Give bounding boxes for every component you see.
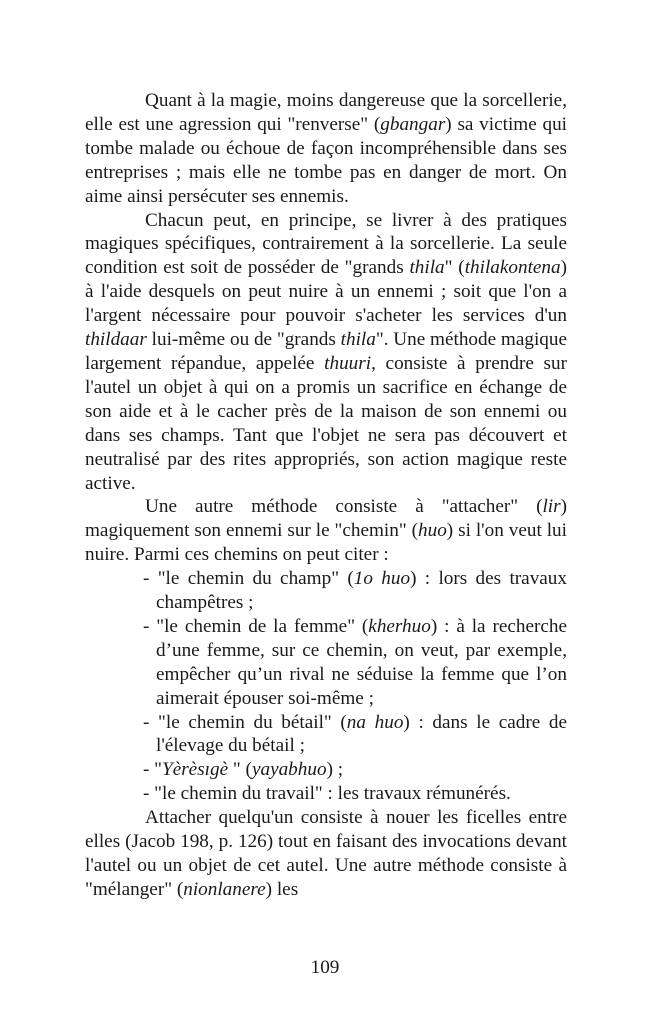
text-run: " ( bbox=[444, 257, 465, 279]
italic-term: thila bbox=[340, 329, 376, 351]
text-run: ) à l'aide desquels on peut nuire à un ennemi ; soit que l'on a l'argent nécessaire pour pouvoir s'acheter les services d'un bbox=[85, 257, 567, 327]
text-run: - "le chemin du travail" : les travaux rémunérés. bbox=[143, 783, 511, 805]
italic-term: kherhuo bbox=[368, 615, 431, 637]
text-run: ) si l'on veut lui nuire. Parmi ces chemins on peut citer : bbox=[85, 520, 567, 566]
text-run: lui-même ou de "grands bbox=[146, 329, 341, 351]
text-run: Attacher quelqu'un consiste à nouer les ficelles entre elles (Jacob 198, p. 126) tout en faisant des invocations devant l'autel ou un objet de cet autel. Une autre méthode consiste à "mélanger" ( bbox=[85, 807, 567, 900]
list-item bbox=[85, 782, 567, 806]
text-run: ". Une méthode magique largement répandue, appelée bbox=[85, 329, 567, 374]
page-body bbox=[85, 89, 567, 902]
italic-term: thila bbox=[409, 257, 445, 279]
italic-term: 1o huo bbox=[353, 568, 411, 590]
text-run: - " bbox=[143, 759, 163, 781]
italic-term: thildaar bbox=[85, 329, 147, 351]
paragraph-knots bbox=[85, 806, 567, 902]
list-item bbox=[85, 615, 567, 711]
italic-term: huo bbox=[418, 520, 447, 542]
paths-list bbox=[85, 567, 567, 806]
list-item bbox=[85, 567, 567, 615]
italic-term: nionlanere bbox=[183, 878, 266, 900]
page-number: 109 bbox=[310, 957, 340, 978]
paragraph-attach bbox=[85, 495, 567, 567]
italic-term: gbangar bbox=[380, 113, 446, 135]
text-run: " ( bbox=[228, 759, 252, 781]
list-item bbox=[85, 758, 567, 782]
text-run: ) ; bbox=[326, 759, 344, 781]
text-run: ) sa victime qui tombe malade ou échoue de façon incompréhensible dans ses entreprises ; mais elle ne tombe pas en danger de mort. On aime ainsi persécuter ses ennemis. bbox=[85, 113, 567, 207]
text-run: ) : à la recherche d’une femme, sur ce chemin, on veut, par exemple, empêcher qu’un rival ne séduise la femme que l’on aimerait épouser soi-même ; bbox=[156, 615, 567, 709]
italic-term: Yèrèsıgè bbox=[162, 759, 229, 781]
list-item bbox=[85, 711, 567, 759]
text-run: , consiste à prendre sur l'autel un objet à qui on a promis un sacrifice en échange de son aide et à le cacher près de la maison de son ennemi ou dans ses champs. Tant que l'objet ne sera pas découvert et neutralisé par des rites appropriés, son action magique reste active. bbox=[85, 352, 567, 494]
italic-term: na huo bbox=[346, 711, 404, 733]
text-run: ) magiquement son ennemi sur le "chemin" ( bbox=[85, 496, 567, 542]
text-run: ) les bbox=[265, 878, 299, 900]
text-run: - "le chemin du champ" ( bbox=[143, 568, 354, 590]
text-run: ) : dans le cadre de l'élevage du bétail ; bbox=[156, 711, 568, 757]
text-run: - "le chemin de la femme" ( bbox=[143, 615, 369, 637]
paragraph-practices bbox=[85, 209, 567, 496]
text-run: - "le chemin du bétail" ( bbox=[143, 711, 347, 733]
text-run: Quant à la magie, moins dangereuse que la sorcellerie, elle est une agression qui "renverse" ( bbox=[85, 90, 567, 135]
italic-term: yayabhuo bbox=[251, 759, 327, 781]
italic-term: thilakontena bbox=[464, 257, 561, 279]
text-run: Chacun peut, en principe, se livrer à des pratiques magiques spécifiques, contrairement à la sorcellerie. La seule condition est soit de posséder de "grands bbox=[85, 209, 567, 279]
text-run: ) : lors des travaux champêtres ; bbox=[156, 568, 567, 614]
italic-term: lir bbox=[542, 496, 561, 518]
text-run: Une autre méthode consiste à "attacher" ( bbox=[145, 496, 543, 518]
italic-term: thuuri bbox=[324, 352, 372, 374]
paragraph-magic bbox=[85, 89, 567, 209]
